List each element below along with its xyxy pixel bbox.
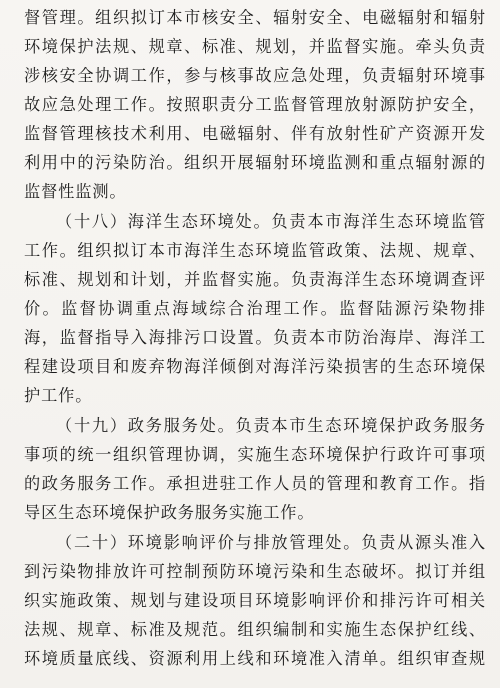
text-line: 利用中的污染防治。组织开展辐射环境监测和重点辐射源的 — [24, 153, 486, 172]
text-line: 监督管理核技术利用、电磁辐射、伴有放射性矿产资源开发 — [24, 124, 486, 143]
text-line: 工作。组织拟订本市海洋生态环境监管政策、法规、规章、 — [24, 241, 486, 260]
text-line: 环境保护法规、规章、标准、规划，并监督实施。牵头负责 — [24, 37, 486, 56]
text-line: 法规、规章、标准及规范。组织编制和实施生态保护红线、 — [24, 620, 486, 639]
text-line: 涉核安全协调工作，参与核事故应急处理，负责辐射环境事 — [24, 66, 486, 85]
text-line: 监督性监测。 — [24, 182, 127, 201]
text-line: 事项的统一组织管理协调，实施生态环境保护行政许可事项 — [24, 445, 486, 464]
text-line: 督管理。组织拟订本市核安全、辐射安全、电磁辐射和辐射 — [24, 8, 486, 27]
text-line: 程建设项目和废弃物海洋倾倒对海洋污染损害的生态环境保 — [24, 357, 486, 376]
text-line: 护工作。 — [24, 386, 93, 405]
section-heading-20: （二十）环境影响评价与排放管理处。负责从源头准入 — [56, 533, 486, 552]
text-line: 的政务服务工作。承担进驻工作人员的管理和教育工作。指 — [24, 474, 486, 493]
text-line: 到污染物排放许可控制预防环境污染和生态破坏。拟订并组 — [24, 562, 486, 581]
text-line: 故应急处理工作。按照职责分工监督管理放射源防护安全， — [24, 95, 486, 114]
text-line: 标准、规划和计划，并监督实施。负责海洋生态环境调查评 — [24, 270, 486, 289]
text-line: 环境质量底线、资源利用上线和环境准入清单。组织审查规 — [24, 649, 486, 668]
text-line: 导区生态环境保护政务服务实施工作。 — [24, 503, 315, 522]
text-line: 价。监督协调重点海域综合治理工作。监督陆源污染物排 — [24, 299, 486, 318]
text-line: 海，监督指导入海排污口设置。负责本市防治海岸、海洋工 — [24, 328, 486, 347]
section-heading-19: （十九）政务服务处。负责本市生态环境保护政务服务 — [56, 416, 486, 435]
text-line: 织实施政策、规划与建设项目环境影响评价和排污许可相关 — [24, 591, 486, 610]
section-heading-18: （十八）海洋生态环境处。负责本市海洋生态环境监管 — [56, 212, 486, 231]
